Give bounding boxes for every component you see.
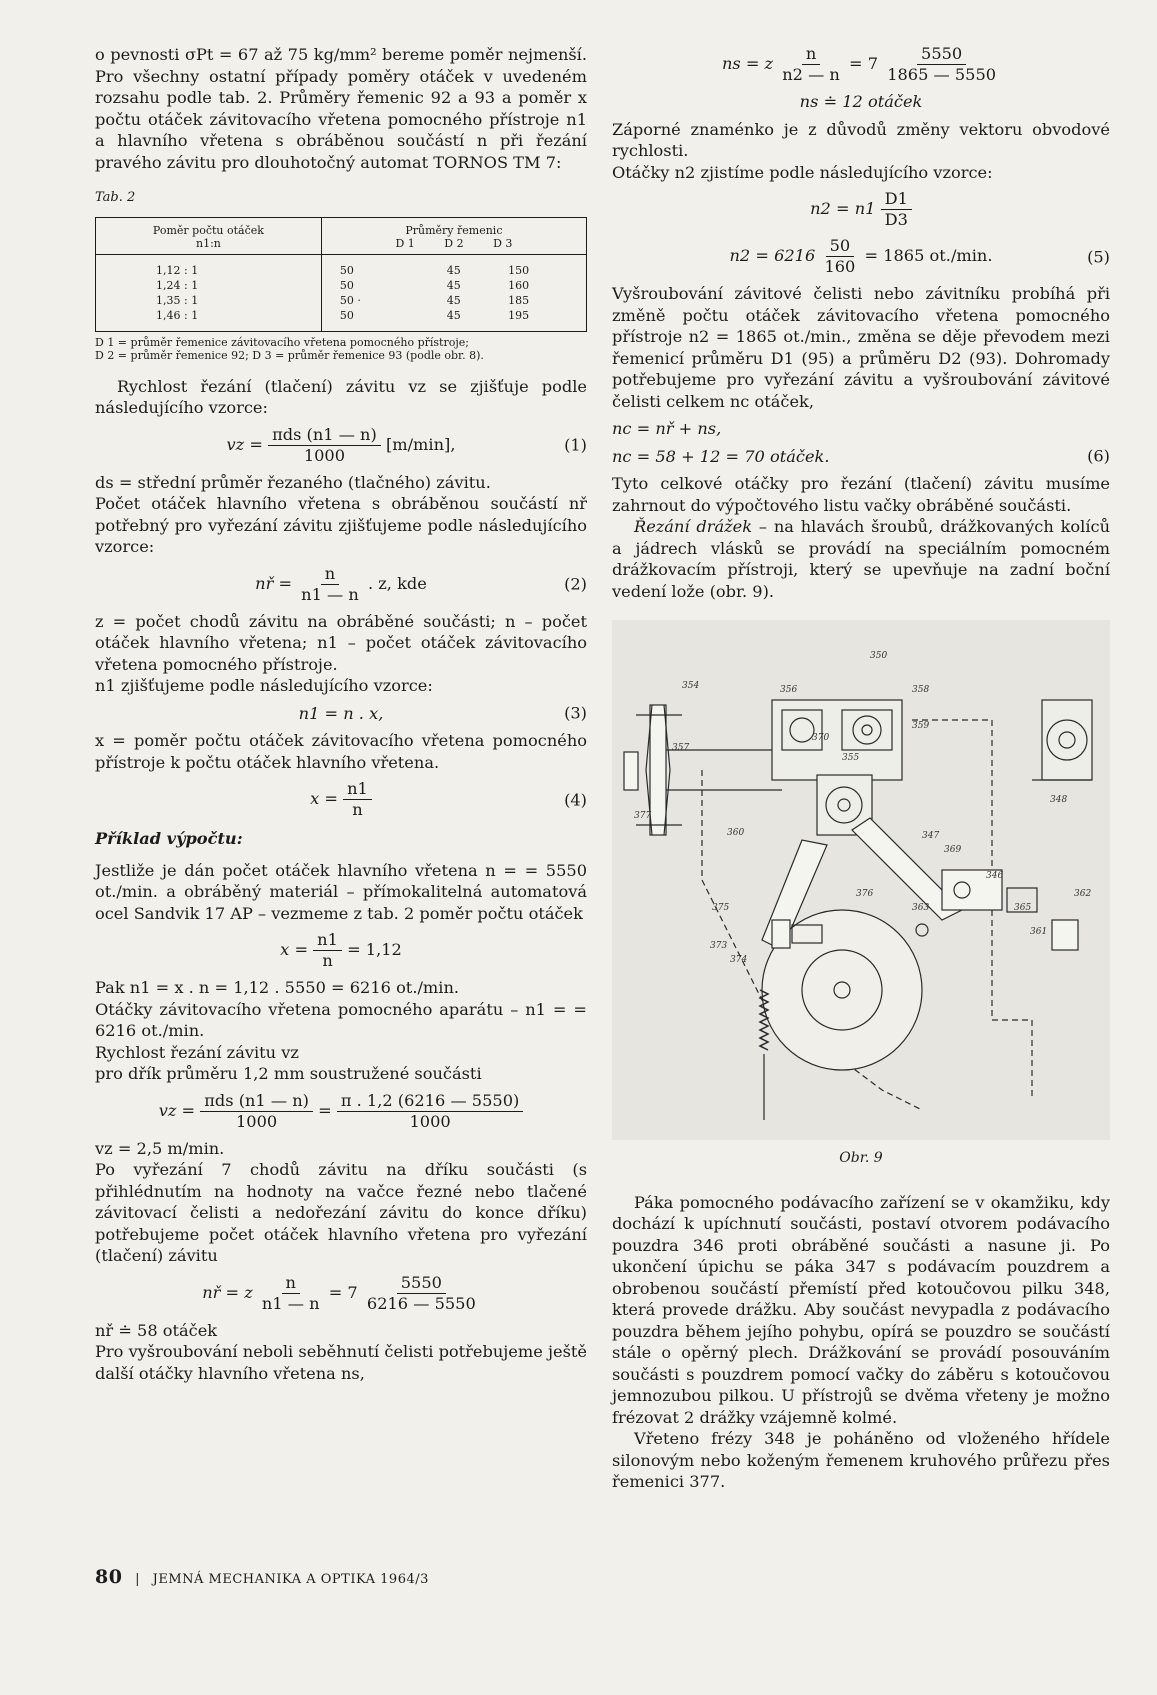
- paragraph-spindle: Vřeteno frézy 348 je poháněno od vloženého hřídele silonovým nebo koženým řemenem kruhového průřezu přes řemenici 377.: [612, 1429, 1110, 1491]
- svg-text:350: 350: [870, 651, 888, 661]
- paragraph-unscrewing: Vyšroubování závitové čelisti nebo závitníku probíhá při změně počtu otáček závitovacího vřetena pomocného přístroje n2 = 1865 ot./min., změna se děje převodem mezi řemenicí průměru D1 (95) a průměru D2 (93). Dohromady potřebujeme pro vyřezání závitu a vyšroubování závitové čelisti celkem nc otáček,: [612, 284, 1110, 411]
- right-column: [612, 44, 1110, 1493]
- svg-text:374: 374: [730, 955, 748, 965]
- svg-text:355: 355: [842, 753, 860, 763]
- table-note: D 1 = průměr řemenice závitovacího vřetena pomocného přístroje; D 2 = průměr řemenice 92; D 3 = průměr řemenice 93 (podle obr. 8).: [95, 335, 484, 362]
- table-row: 1,12 : 1 50 45 150: [96, 254, 587, 278]
- table-header-ratio: Poměr počtu otáček n1:n: [96, 217, 322, 254]
- paragraph-threads: Po vyřezání 7 chodů závitu na dříku součásti (s přihlédnutím na hodnoty na vačce řezné nebo tlačené závitovací čelisti a nedořezání závitu do konce dříku) potřebujeme počet otáček hlavního vřetena pro vyřezání (tlačení) závitu: [95, 1160, 587, 1265]
- paragraph-total: Tyto celkové otáčky pro řezání (tlačení) závitu musíme zahrnout do výpočtového listu vačky obráběné součásti.: [612, 474, 1110, 515]
- page-number: 80: [95, 1566, 123, 1588]
- equation-8b: ns ≐ 12 otáček: [799, 92, 923, 111]
- paragraph-negative-sign: Záporné znaménko je z důvodů změny vektoru obvodové rychlosti.: [612, 119, 1110, 160]
- svg-text:358: 358: [912, 685, 930, 695]
- equation-11: nc = nř + ns,: [612, 419, 722, 438]
- page-footer: [95, 1566, 429, 1588]
- svg-text:363: 363: [912, 903, 930, 913]
- equation-12: nc = 58 + 12 = 70 otáček. (6): [612, 446, 1110, 466]
- equation-2: nř = $\frac{n}{n1 — n}$ . z, kde (2): [255, 563, 587, 604]
- svg-text:348: 348: [1050, 795, 1068, 805]
- svg-text:375: 375: [712, 903, 730, 913]
- equation-8: ns = z $\frac{n}{n2 — n}$ = 7 $\frac{5550}{1865 — 5550}$: [721, 44, 997, 84]
- svg-text:356: 356: [780, 685, 798, 695]
- pulley-table: [95, 217, 587, 332]
- figure-9: [612, 620, 1110, 1140]
- table-row: 1,46 : 1 50 45 195: [96, 308, 587, 332]
- equation-3: n1 = n . x, (3): [298, 703, 587, 723]
- equation-5: x = $\frac{n1}{n}$ = 1,12: [280, 930, 402, 970]
- mechanism-drawing: [612, 620, 1110, 1140]
- paragraph-x: x = poměr počtu otáček závitovacího vřetena pomocného přístroje k počtu otáček hlavního vřetena.: [95, 731, 587, 772]
- svg-text:369: 369: [944, 845, 962, 855]
- equation-4: x = $\frac{n1}{n}$ (4): [310, 779, 587, 819]
- paragraph-definitions: z = počet chodů závitu na obráběné součásti; n – počet otáček hlavního vřetena; n1 – počet otáček závitovacího vřetena pomocného přístroje.: [95, 611, 587, 674]
- svg-text:359: 359: [912, 721, 930, 731]
- svg-text:357: 357: [672, 743, 690, 753]
- svg-text:377: 377: [634, 811, 652, 821]
- footer-separator: |: [135, 1572, 140, 1587]
- svg-text:354: 354: [682, 681, 700, 691]
- equation-7: nř = z $\frac{n}{n1 — n}$ = 7 $\frac{5550}{6216 — 5550}$: [202, 1272, 476, 1313]
- table-header-diameters: Průměry řemenic D 1 D 2 D 3: [321, 217, 586, 254]
- paragraph-intro: o pevnosti σPt = 67 až 75 kg/mm² bereme poměr nejmenší. Pro všechny ostatní případy poměry otáček v uvedeném rozsahu podle tab. 2. Průměry řemenic 92 a 93 a poměr x počtu otáček závitovacího vřetena pomocného přístroje n1 a hlavního vřetena s obráběnou součástí n při řezání pravého závitu pro dlouhotočný automat TORNOS TM 7:: [95, 45, 587, 172]
- paragraph-n2: Otáčky n2 zjistíme podle následujícího vzorce:: [612, 162, 993, 182]
- equation-9: n2 = n1 $\frac{D1}{D3}$: [612, 189, 1110, 230]
- paragraph-speed: Rychlost řezání závitu vz: [95, 1042, 299, 1062]
- paragraph-n1: n1 zjišťujeme podle následujícího vzorce:: [95, 676, 433, 695]
- example-heading: Příklad výpočtu:: [95, 829, 243, 848]
- equation-1: vz = $\frac{\text{πds (n1 — n)}}{1000}$ [m/min], (1): [226, 424, 587, 465]
- paragraph-grooving: Řezání drážek – na hlavách šroubů, drážkovaných kolíců a jádrech vlásků se provádí na speciálním pomocném drážkovacím přístroji, který se upevňuje na zadní boční vedení lože (obr. 9).: [612, 517, 1110, 601]
- journal-name: JEMNÁ MECHANIKA A OPTIKA 1964/3: [152, 1572, 429, 1587]
- paragraph-vz-result: vz = 2,5 m/min.: [95, 1138, 225, 1158]
- svg-text:361: 361: [1030, 927, 1048, 937]
- paragraph-cutting-speed: Rychlost řezání (tlačení) závitu vz se zjišťuje podle následujícího vzorce:: [95, 376, 587, 417]
- paragraph-shank: pro dřík průměru 1,2 mm soustružené součásti: [95, 1064, 482, 1083]
- paragraph-lever: Páka pomocného podávacího zařízení se v okamžiku, kdy dochází k upíchnutí součásti, postaví otvorem podávacího pouzdra 346 proti obráběné součásti a nasune ji. Po ukončení úpichu se páka 347 s podávacím pouzdrem a obrobenou součástí přemístí před kotoučovou pilku 348, která provede drážku. Aby součást nevypadla z podávacího pouzdra během jejího pohybu, opírá se pouzdro se součástí stále o opěrný plech. Drážkování se provádí posouváním součásti s pouzdrem pomocí vačky do záběru s kotoučovou jemnozubou pilkou. U přístrojů se dvěma vřeteny je možno frézovat 2 drážky vzájemně kolmé.: [612, 1192, 1110, 1427]
- table-caption: Tab. 2: [95, 190, 136, 205]
- equation-6: vz = $\frac{\text{πds (n1 — n)}}{1000}$ = $\frac{\pi . 1,2 (6216 — 5550)}{1000}$: [95, 1091, 587, 1132]
- svg-text:346: 346: [986, 871, 1004, 881]
- svg-text:347: 347: [922, 831, 940, 841]
- paragraph-ds: ds = střední průměr řezaného (tlačného) závitu.: [95, 472, 491, 492]
- paragraph-unscrew: Pro vyšroubování neboli seběhnutí čelisti potřebujeme ještě další otáčky hlavního vřetena ns,: [95, 1342, 587, 1383]
- table-row: 1,24 : 1 50 45 160: [96, 278, 587, 293]
- svg-text:373: 373: [710, 941, 728, 951]
- paragraph-nr-result: nř ≐ 58 otáček: [95, 1320, 218, 1340]
- svg-text:370: 370: [812, 733, 830, 743]
- left-column: [95, 44, 587, 1384]
- paragraph-main-spindle: Počet otáček hlavního vřetena s obráběnou součástí nř potřebný pro vyřezání závitu zjišťujeme podle následujícího vzorce:: [95, 494, 587, 556]
- svg-text:360: 360: [727, 828, 745, 838]
- svg-text:376: 376: [856, 889, 874, 899]
- equation-10: n2 = 6216 $\frac{50}{160}$ = 1865 ot./min. (5): [729, 236, 1110, 276]
- svg-text:362: 362: [1074, 889, 1092, 899]
- figure-caption: Obr. 9: [839, 1150, 883, 1166]
- svg-text:365: 365: [1014, 903, 1032, 913]
- paragraph-aux-rpm: Otáčky závitovacího vřetena pomocného aparátu – n1 = = 6216 ot./min.: [95, 999, 587, 1040]
- paragraph-example: Jestliže je dán počet otáček hlavního vřetena n = = 5550 ot./min. a obráběný materiál – přímokalitelná automatová ocel Sandvik 17 AP – vezmeme z tab. 2 poměr počtu otáček: [95, 860, 587, 923]
- table-row: 1,35 : 1 50 · 45 185: [96, 293, 587, 308]
- paragraph-then: Pak n1 = x . n = 1,12 . 5550 = 6216 ot./min.: [95, 978, 460, 997]
